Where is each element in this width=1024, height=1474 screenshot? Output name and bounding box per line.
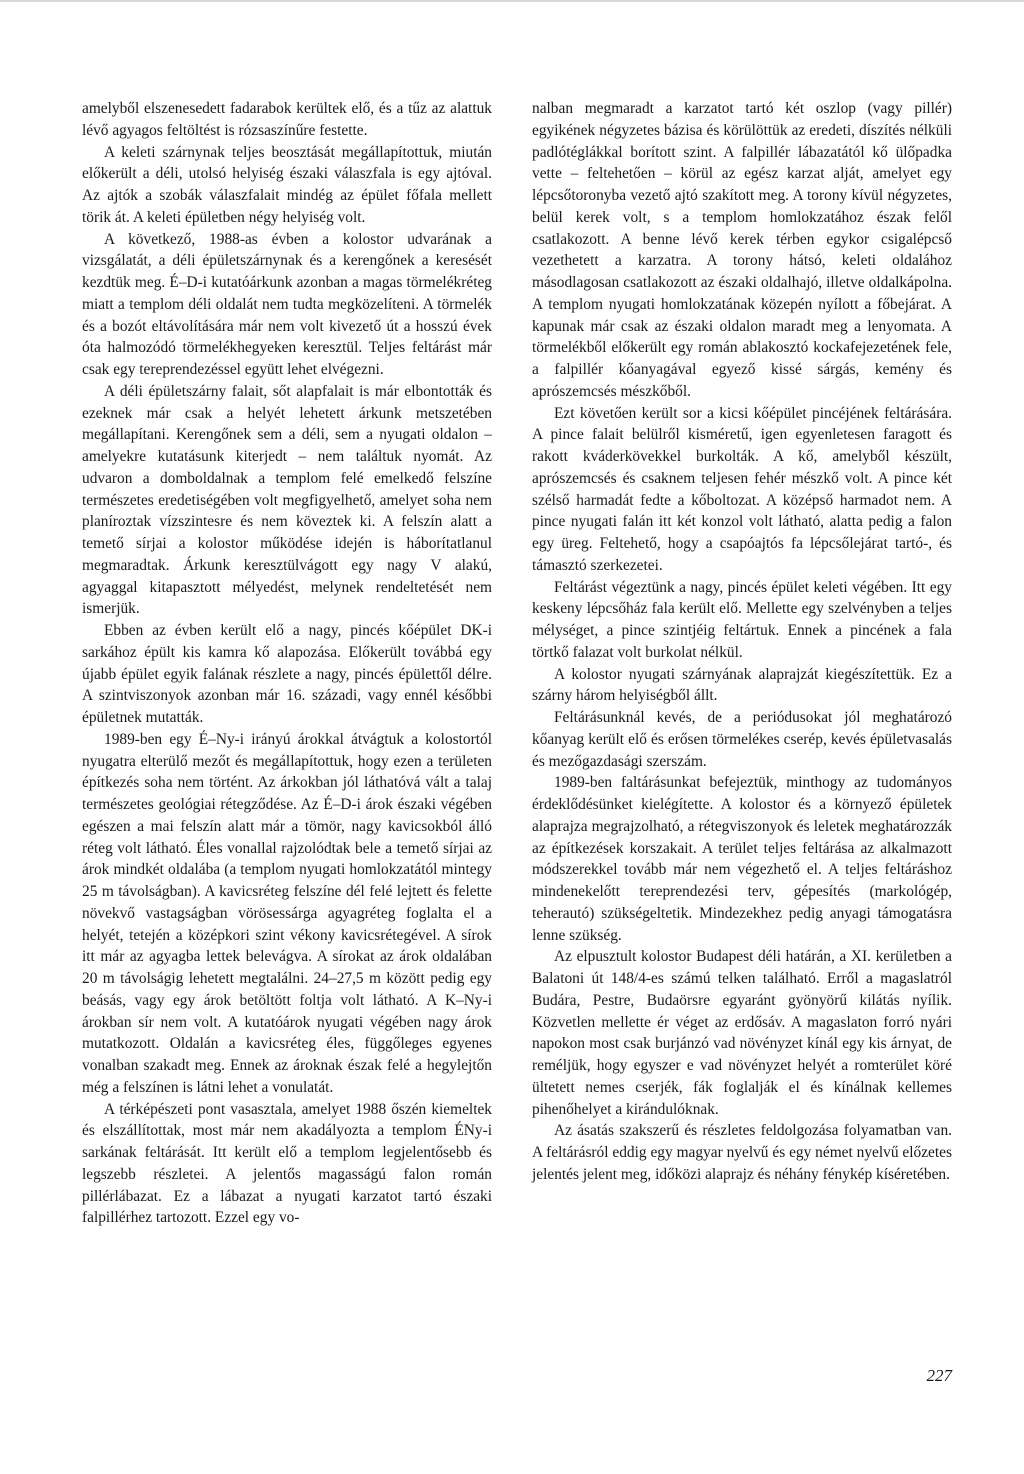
- paragraph: Az elpusztult kolostor Budapest déli határán, a XI. kerületben a Balatoni út 148/4-es számú telken található. Erről a magaslatról Budára, Pestre, Budaörsre egyaránt gyönyörű kilátás nyílik. Közvetlen mellette ér véget az erdősáv. A magaslaton forró nyári napokon most csak burjánzó vad növényzet kínál egy kis árnyat, de reméljük, hogy egyszer e vad növényzet helyét a romterület köré ültetett nemes cserjék, fák foglalják el és kínálnak kellemes pihenőhelyet a kirándulóknak.: [532, 948, 952, 1118]
- page-number: 227: [926, 1366, 952, 1385]
- paragraph: Feltárásunknál kevés, de a periódusokat jól meghatározó kőanyag került elő és erősen törmelékes cserép, kevés épületvasalás és mezőgazdasági szerszám.: [532, 709, 952, 770]
- paragraph: Az ásatás szakszerű és részletes feldolgozása folyamatban van. A feltárásról eddig egy magyar nyelvű és egy német nyelvű előzetes jelentés jelent meg, időközi alaprajz és néhány fénykép kíséretében.: [532, 1122, 952, 1183]
- paragraph: 1989-ben faltárásunkat befejeztük, minthogy az tudományos érdeklődésünket kielégítette. A kolostor és a környező épületek alaprajza megrajzolható, a rétegviszonyok és leletek meghatározzák az építkezések korszakait. A terület teljes feltárása az alkalmazott módszerekkel tovább már nem végezhető el. A teljes feltáráshoz mindenekelőtt tereprendezési terv, gépesítés (markológép, teherautó) szükségeltetik. Mindezekhez pedig anyagi támogatásra lenne szükség.: [532, 774, 952, 944]
- right-text-column: [532, 98, 952, 1186]
- paragraph: A déli épületszárny falait, sőt alapfalait is már elbontották és ezeknek már csak a helyét lehetett árkunk metszetében megállapítani. Kerengőnek sem a déli, sem a nyugati oldalon – amelyekre kutatásunk kiterjedt – nem találtuk nyomát. Az udvaron a domboldalnak a templom felé emelkedő felszíne természetes eredetiségében volt megfigyelhető, amelyet soha nem planíroztak vízszintesre és nem köveztek ki. A felszín alatt a temető sírjai a kolostor működése idején is háborítatlanul megmaradtak. Árkunk keresztülvágott egy nagy V alakú, agyaggal kitapasztott mélyedést, melynek rendeltetését nem ismerjük.: [82, 382, 492, 618]
- paragraph: A térképészeti pont vasasztala, amelyet 1988 őszén kiemeltek és elszállítottak, most már nem akadályozta a templom ÉNy-i sarkának feltárását. Itt került elő a templom legjelentősebb és legszebb részletei. A jelentős magasságú falon román pillérlábazat. Ez a lábazat a nyugati karzatot tartó északi falpillérhez tartozott. Ezzel egy vo-: [82, 1100, 492, 1227]
- paragraph: Ebben az évben került elő a nagy, pincés kőépület DK-i sarkához épült kis kamra kő alapozása. Előkerült továbbá egy újabb épület egyik falának részlete a nagy, pincés épülettől délre. A szintviszonyok azonban már 16. századi, vagy ennél későbbi épületnek mutatták.: [82, 622, 492, 726]
- paragraph: 1989-ben egy É–Ny-i irányú árokkal átvágtuk a kolostortól nyugatra elterülő mezőt és megállapítottuk, hogy ezen a területen építkezés soha nem történt. Az árkokban jól láthatóvá vált a talaj természetes geológiai rétegződése. Az É–D-i árok északi végében egészen a mai felszín alatt már a tömör, nagy kavicsokból álló réteg volt látható. Éles vonallal rajzolódtak bele a temető sírjai az árok mindkét oldalába (a templom nyugati homlokzatától mintegy 25 m távolságban). A kavicsréteg felszíne dél felé lejtett és felette növekvő vastagságban vörösessárga agyagréteg foglalta el a helyét, tetején a középkori szint vékony kavicsrétegével. A sírok itt már az agyagba lettek belevágva. A sírokat az árok oldalában 20 m távolságig lehetett megtalálni. 24–27,5 m között pedig egy beásás, vagy egy árok betöltött foltja volt látható. A K–Ny-i árokban sír nem volt. A kutatóárok nyugati végében nagy árok mutatkozott. Oldalán a kavicsréteg éles, függőleges egyenes vonalban szakadt meg. Ennek az ároknak észak felé a hegylejtőn még a felszínen is látni lehet a vonulatát.: [82, 730, 492, 1096]
- top-edge-rule: [0, 0, 1024, 2]
- paragraph: A kolostor nyugati szárnyának alaprajzát kiegészítettük. Ez a szárny három helyiségből állt.: [532, 665, 952, 705]
- paragraph: Feltárást végeztünk a nagy, pincés épület keleti végében. Itt egy keskeny lépcsőház fala került elő. Mellette egy szelvényben a teljes mélységet, a pince szintjéig feltártuk. Ennek a pincének a fala törtkő falazat volt burkolat nélkül.: [532, 578, 952, 661]
- paragraph: A következő, 1988-as évben a kolostor udvarának a vizsgálatát, a déli épületszárnynak és a kerengőnek a keresését kezdtük meg. É–D-i kutatóárkunk azonban a magas törmelékréteg miatt a templom déli oldalát nem tudta megközelíteni. A törmelék és a bozót eltávolítására már nem volt kivezető út a hosszú évek óta halmozódó törmelékhegyeken keresztül. Teljes feltárást már csak egy tereprendezéssel együtt lehet elvégezni.: [82, 230, 492, 378]
- paragraph: nalban megmaradt a karzatot tartó két oszlop (vagy pillér) egyikének négyzetes bázisa és körülöttük az eredeti, díszítés nélküli padlótéglákkal borított szint. A falpillér lábazatától kő ülőpadka vette – feltehetően – körül az egész karzat alját, amelyet egy lépcsőtoronyba vezető ajtó szakított meg. A torony kívül négyzetes, belül kerek volt, s a templom homlokzatához észak felől csatlakozott. A benne lévő kerek térben egykor csigalépcső vezethetett a karzatra. A torony hátsó, keleti oldalához másodlagosan csatlakozott az északi oldalhajó, illetve oldalkápolna. A templom nyugati homlokzatának közepén nyílott a főbejárat. A kapunak már csak az északi oldalon maradt meg a lenyomata. A törmelékből előkerült egy román ablakosztó kockafejezetének fele, a falpillér kőanyagával egyező kissé sárgás, kemény és aprószemcsés mészkőből.: [532, 100, 952, 400]
- left-text-column: [82, 98, 492, 1229]
- paragraph: amelyből elszenesedett fadarabok kerültek elő, és a tűz az alattuk lévő agyagos feltöltést is rózsaszínűre festette.: [82, 100, 492, 139]
- paragraph: A keleti szárnynak teljes beosztását megállapítottuk, miután előkerült a déli, utolsó helyiség északi válaszfala is egy ajtóval. Az ajtók a szobák válaszfalait mindég az épület főfala mellett törik át. A keleti épületben négy helyiség volt.: [82, 143, 492, 226]
- paragraph: Ezt követően került sor a kicsi kőépület pincéjének feltárására. A pince falait belülről kisméretű, igen egyenletesen faragott és rakott kváderkövekkel burkolták. A kő, amelyből készült, aprószemcsés és csaknem teljesen fehér mészkő volt. A pince két szélső harmadát fedte a kőboltozat. A középső harmadot nem. A pince nyugati falán itt két konzol volt látható, alatta pedig a falon egy üreg. Feltehető, hogy a csapóajtós fa lépcsőlejárat tartó-, és támasztó szerkezetei.: [532, 404, 952, 574]
